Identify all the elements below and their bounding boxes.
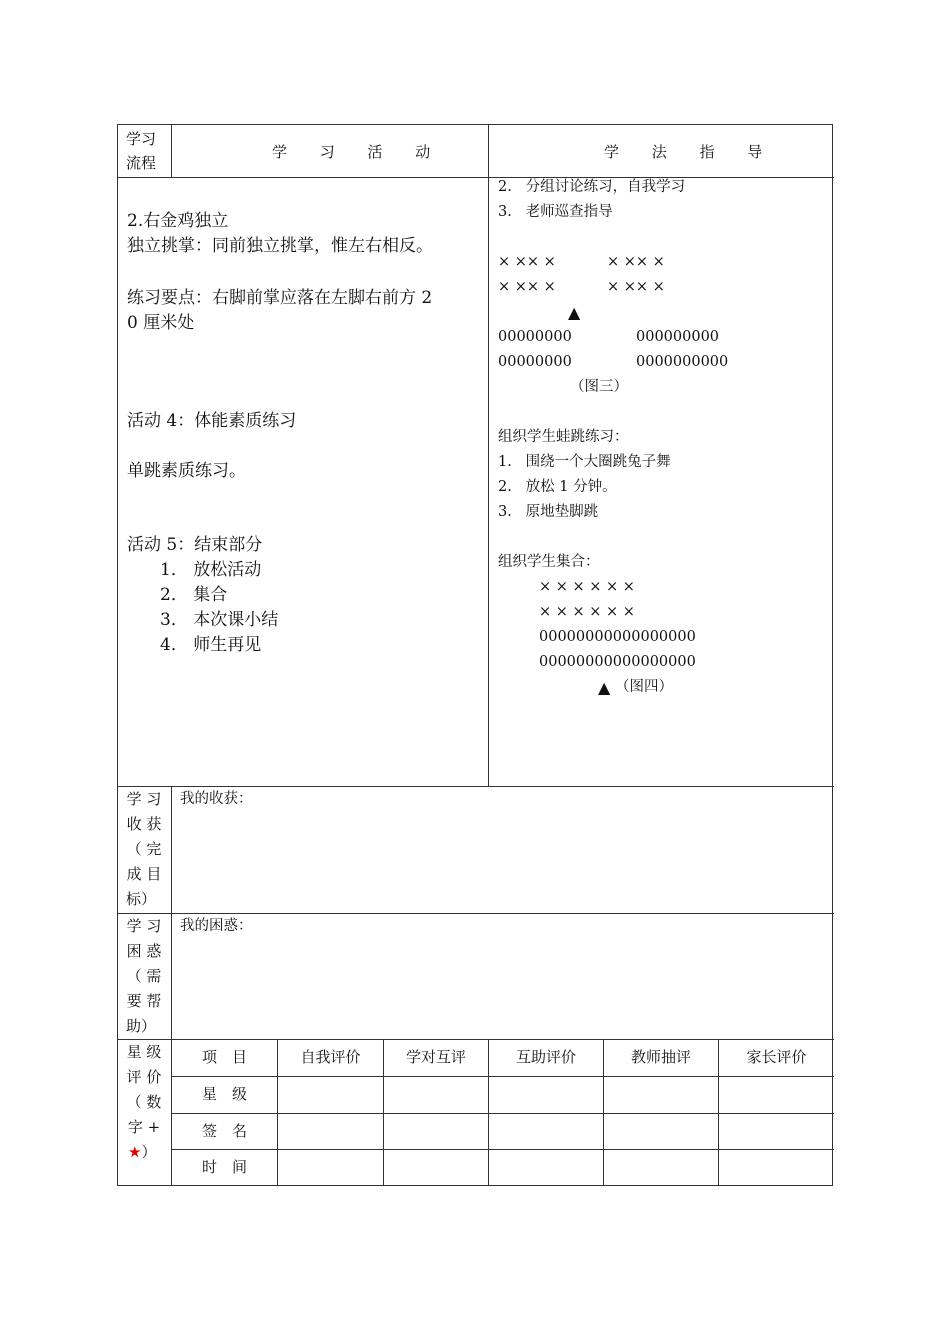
lesson-plan-table (117, 124, 833, 1186)
fig4-o-row: 00000000000000000 (539, 654, 696, 670)
guide-column-title: 学 法 指 导 (604, 143, 777, 161)
column-divider (171, 125, 172, 177)
rating-header-teacher: 教师抽评 (630, 1048, 691, 1066)
fig3-x-row: × ×× × (607, 254, 665, 270)
rating-header-parent: 家长评价 (746, 1048, 807, 1066)
fig3-x-row: × ×× × (607, 279, 665, 295)
rating-row-sign: 签 名 (201, 1122, 247, 1140)
fig4-x-row: × × × × × × (539, 604, 635, 620)
activity-column-title: 学 习 活 动 (272, 143, 445, 161)
fig3-o-row: 00000000 (498, 329, 572, 345)
fig4-x-row: × × × × × × (539, 579, 635, 595)
harvest-label-line: 学 习 (126, 790, 162, 808)
list-item: 2． 集合 (160, 585, 228, 605)
rating-row-time: 时 间 (201, 1158, 247, 1176)
teacher-triangle-icon: ▲ (598, 678, 611, 697)
star-icon: ★ (128, 1143, 142, 1161)
rating-label-line: （ 数 (126, 1093, 162, 1111)
activity-line: 0 厘米处 (127, 313, 195, 333)
rating-label-line (122, 1140, 166, 1165)
activity-line: 独立挑掌：同前独立挑掌，惟左右相反。 (127, 236, 433, 256)
confusion-label (122, 914, 166, 1039)
confusion-label-line: （ 需 (126, 967, 162, 985)
frog-jump-title: 组织学生蛙跳练习： (498, 429, 629, 445)
activity-4-body: 单跳素质练习。 (127, 461, 246, 481)
guide-line: 3. 老师巡查指导 (498, 204, 613, 220)
teacher-triangle-icon: ▲ (568, 303, 581, 322)
fig3-o-row: 00000000 (498, 354, 572, 370)
fig3-o-row: 0000000000 (636, 354, 729, 370)
activity-line: 2.右金鸡独立 (127, 211, 229, 231)
harvest-text[interactable]: 我的收获： (180, 791, 253, 807)
confusion-label-line: 助） (126, 1017, 157, 1035)
confusion-label-line: 困 惑 (126, 942, 162, 960)
fig3-x-row: × ×× × (498, 279, 556, 295)
rating-header-mutual: 互助评价 (515, 1048, 576, 1066)
harvest-label-line: 成 目 (126, 865, 162, 883)
list-item: 3． 本次课小结 (160, 610, 279, 630)
rating-header-self: 自我评价 (300, 1048, 361, 1066)
rating-label-line: 评 价 (126, 1068, 162, 1086)
rating-row-star: 星 级 (201, 1085, 247, 1103)
list-item: 1. 围绕一个大圈跳兔子舞 (498, 454, 671, 470)
confusion-label-line: 学 习 (126, 917, 162, 935)
rating-label-line: 字 + (127, 1118, 161, 1136)
fig3-x-row: × ×× × (498, 254, 556, 270)
rating-label-line: 星 级 (126, 1043, 162, 1061)
confusion-text[interactable]: 我的困惑： (180, 918, 253, 934)
harvest-label (122, 787, 166, 912)
rating-label-end: ） (141, 1143, 157, 1161)
confusion-label-line: 要 帮 (126, 992, 162, 1010)
activity-line: 练习要点：右脚前掌应落在左脚右前方 2 (127, 288, 433, 308)
gather-title: 组织学生集合： (498, 554, 600, 570)
rating-header-item: 项 目 (201, 1048, 247, 1066)
fig3-caption: （图三） (570, 379, 628, 395)
activity-4-title: 活动 4：体能素质练习 (127, 411, 297, 431)
flow-label-line2: 流程 (126, 154, 157, 172)
column-divider (488, 125, 489, 786)
flow-label (126, 127, 156, 175)
rating-header-peer: 学对互评 (405, 1048, 466, 1066)
list-item: 1． 放松活动 (160, 560, 262, 580)
rating-label (122, 1040, 166, 1165)
harvest-label-line: 标） (126, 890, 157, 908)
fig4-caption: （图四） (615, 679, 673, 695)
list-item: 4． 师生再见 (160, 635, 262, 655)
harvest-label-line: （ 完 (126, 840, 162, 858)
flow-label-line1: 学习 (126, 130, 157, 148)
row-divider (118, 177, 834, 178)
activity-5-title: 活动 5：结束部分 (127, 535, 263, 555)
harvest-label-line: 收 获 (126, 815, 162, 833)
guide-line: 2. 分组讨论练习，自我学习 (498, 179, 686, 195)
list-item: 3. 原地垫脚跳 (498, 504, 599, 520)
list-item: 2. 放松 1 分钟。 (498, 479, 617, 495)
fig3-o-row: 000000000 (636, 329, 720, 345)
fig4-o-row: 00000000000000000 (539, 629, 696, 645)
